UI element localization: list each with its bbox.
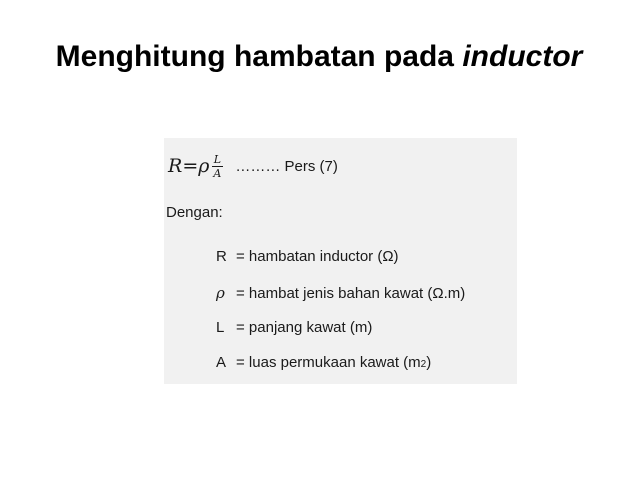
definition-text: = hambatan inductor (Ω) [236, 248, 399, 265]
definition-symbol: ρ [216, 284, 225, 302]
definition-row-r [216, 248, 399, 265]
equation-fraction [211, 153, 223, 180]
definition-row-rho [216, 284, 465, 302]
definition-text-tail: ) [426, 354, 432, 371]
definition-symbol: L [216, 319, 225, 336]
fraction-numerator: L [213, 152, 222, 166]
resistance-equation [168, 148, 338, 184]
title-italic-text: inductor [462, 40, 583, 73]
definition-row-a: A = luas permukaan kawat (m 2 ) [216, 354, 432, 371]
equation-reference: ……… Pers (7) [235, 157, 338, 175]
equation-rho: ρ [198, 155, 210, 177]
definition-text: = hambat jenis bahan kawat (Ω.m) [236, 285, 466, 302]
equation-lhs: R [168, 155, 183, 177]
definition-row-l [216, 319, 372, 336]
equation-equals: = [182, 155, 199, 177]
definition-symbol: R [216, 248, 227, 265]
definition-text: = luas permukaan kawat (m [236, 354, 421, 371]
definitions-heading: Dengan: [166, 204, 223, 221]
definition-text: = panjang kawat (m) [236, 319, 373, 336]
formula-image [164, 138, 517, 384]
title-main-text: Menghitung hambatan pada [55, 40, 463, 73]
fraction-denominator: A [213, 166, 222, 180]
definition-symbol: A [216, 354, 227, 371]
slide-title [0, 40, 638, 74]
